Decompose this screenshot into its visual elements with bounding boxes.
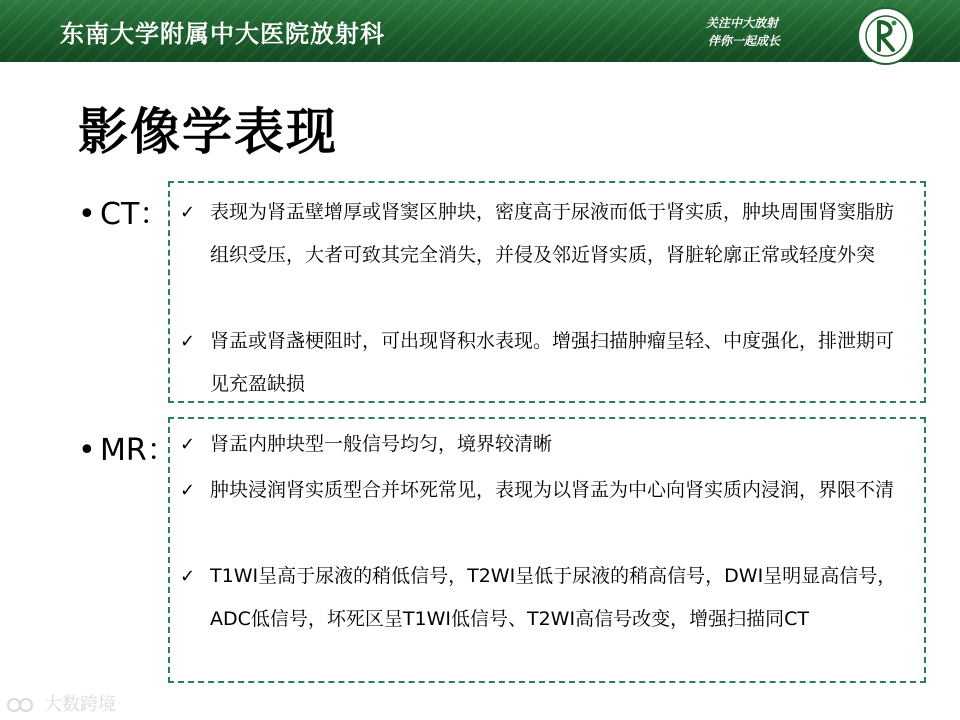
mr-findings-box [168,417,926,683]
hospital-radiology-logo-icon [850,6,926,82]
slogan [706,14,780,50]
list-item-text: 肾盂或肾盏梗阻时，可出现肾积水表现。增强扫描肿瘤呈轻、中度强化，排泄期可见充盈缺损 [210,330,895,395]
section-label-mr [78,425,177,469]
list-item-text: T1WI呈高于尿液的稍低信号，T2WI呈低于尿液的稍高信号，DWI呈明显高信号，ADC低信号，坏死区呈T1WI低信号、T2WI高信号改变，增强扫描同CT [210,565,897,630]
ct-findings-box [168,181,926,403]
list-item [180,469,908,512]
list-item [180,191,908,277]
header-banner [0,0,960,62]
list-item [180,555,908,641]
org-name: 东南大学附属中大医院放射科 [60,19,385,48]
section-label-ct [78,189,169,233]
watermark [6,690,116,716]
section-label-text: CT： [100,197,170,232]
section-label-text: MR： [100,433,177,468]
list-item [180,423,908,466]
checkmark-icon: ✓ [180,434,196,455]
checkmark-icon: ✓ [180,202,196,223]
bullet-icon: • [78,197,96,232]
list-item-text: 表现为肾盂壁增厚或肾窦区肿块，密度高于尿液而低于肾实质，肿块周围肾窦脂肪组织受压，大者可致其完全消失，并侵及邻近肾实质，肾脏轮廓正常或轻度外突 [210,201,895,266]
list-item [180,320,908,406]
page-title: 影像学表现 [78,103,338,161]
slogan-line-2: 伴你一起成长 [708,34,781,48]
checkmark-icon: ✓ [180,480,196,501]
watermark-text: 大数跨境 [44,694,116,715]
watermark-logo-icon [6,696,38,714]
checkmark-icon: ✓ [180,566,196,587]
list-item-text: 肾盂内肿块型一般信号均匀，境界较清晰 [210,433,553,455]
slogan-line-1: 关注中大放射 [706,16,779,30]
list-item-text: 肿块浸润肾实质型合并坏死常见，表现为以肾盂为中心向肾实质内浸润，界限不清 [210,479,895,501]
checkmark-icon: ✓ [180,331,196,352]
bullet-icon: • [78,433,96,468]
